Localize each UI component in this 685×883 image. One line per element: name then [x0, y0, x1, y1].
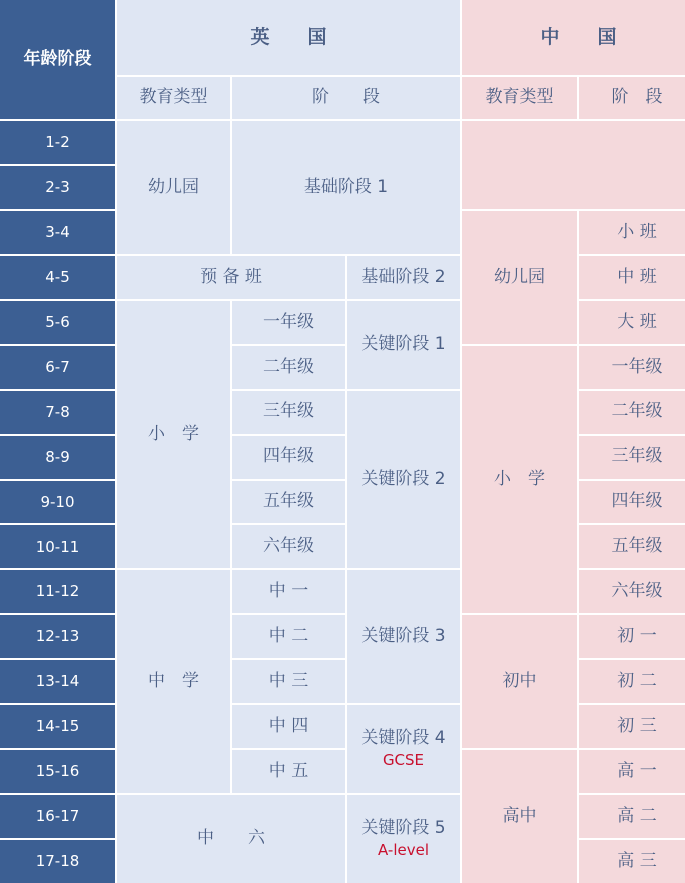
age-row: 13-14: [0, 660, 115, 703]
uk-foundation-stage-2: 基础阶段 2: [347, 256, 460, 299]
age-stage-header: 年龄阶段: [0, 0, 115, 119]
china-senior-high: 高中: [462, 750, 577, 883]
china-header: 中 国: [462, 0, 685, 75]
uk-primary: 小 学: [117, 301, 230, 569]
uk-grade: 中 五: [232, 750, 345, 793]
china-stage: 六年级: [579, 570, 685, 613]
china-stage: 中 班: [579, 256, 685, 299]
uk-key-stage-1: 关键阶段 1: [347, 301, 460, 389]
china-stage: 三年级: [579, 436, 685, 479]
china-stage: 高 二: [579, 795, 685, 838]
gcse-note: GCSE: [382, 751, 425, 770]
uk-secondary: 中 学: [117, 570, 230, 793]
uk-grade: 四年级: [232, 436, 345, 479]
uk-key-stage-5: [347, 795, 460, 883]
china-stage: 一年级: [579, 346, 685, 389]
china-stage: 四年级: [579, 481, 685, 524]
age-row: 12-13: [0, 615, 115, 658]
china-stage-header: 阶 段: [579, 77, 685, 119]
age-row: 7-8: [0, 391, 115, 434]
age-row: 15-16: [0, 750, 115, 793]
age-row: 8-9: [0, 436, 115, 479]
uk-header: 英 国: [117, 0, 460, 75]
china-junior-high: 初中: [462, 615, 577, 748]
age-row: 6-7: [0, 346, 115, 389]
uk-key-stage-4: [347, 705, 460, 793]
uk-grade: 二年级: [232, 346, 345, 389]
uk-grade: 五年级: [232, 481, 345, 524]
uk-key-stage-3: 关键阶段 3: [347, 570, 460, 703]
age-row: 1-2: [0, 121, 115, 164]
uk-grade: 一年级: [232, 301, 345, 344]
a-level-note: A-level: [377, 841, 429, 860]
china-stage: 高 三: [579, 840, 685, 883]
uk-kindergarten: 幼儿园: [117, 121, 230, 254]
china-stage: 初 一: [579, 615, 685, 658]
age-row: 3-4: [0, 211, 115, 254]
uk-key-stage-2: 关键阶段 2: [347, 391, 460, 569]
china-stage: 大 班: [579, 301, 685, 344]
uk-grade: 中 四: [232, 705, 345, 748]
china-empty-cell: [462, 121, 685, 209]
uk-grade: 中 二: [232, 615, 345, 658]
age-row: 4-5: [0, 256, 115, 299]
uk-sixth-form: 中 六: [117, 795, 345, 883]
uk-type-header: 教育类型: [117, 77, 230, 119]
uk-reception: 预 备 班: [117, 256, 345, 299]
china-stage: 初 二: [579, 660, 685, 703]
china-type-header: 教育类型: [462, 77, 577, 119]
age-row: 16-17: [0, 795, 115, 838]
china-stage: 五年级: [579, 525, 685, 568]
china-kindergarten: 幼儿园: [462, 211, 577, 344]
uk-stage-header: 阶 段: [232, 77, 460, 119]
china-stage: 高 一: [579, 750, 685, 793]
age-row: 14-15: [0, 705, 115, 748]
china-stage: 初 三: [579, 705, 685, 748]
age-row: 2-3: [0, 166, 115, 209]
age-row: 10-11: [0, 525, 115, 568]
uk-key-stage-4-label: 关键阶段 4: [361, 728, 446, 749]
age-row: 5-6: [0, 301, 115, 344]
china-stage: 二年级: [579, 391, 685, 434]
china-primary: 小 学: [462, 346, 577, 614]
uk-grade: 中 三: [232, 660, 345, 703]
age-row: 17-18: [0, 840, 115, 883]
age-row: 11-12: [0, 570, 115, 613]
uk-grade: 中 一: [232, 570, 345, 613]
uk-key-stage-5-label: 关键阶段 5: [361, 818, 446, 838]
uk-grade: 三年级: [232, 391, 345, 434]
age-row: 9-10: [0, 481, 115, 524]
uk-grade: 六年级: [232, 525, 345, 568]
uk-foundation-stage-1: 基础阶段 1: [232, 121, 460, 254]
china-stage: 小 班: [579, 211, 685, 254]
